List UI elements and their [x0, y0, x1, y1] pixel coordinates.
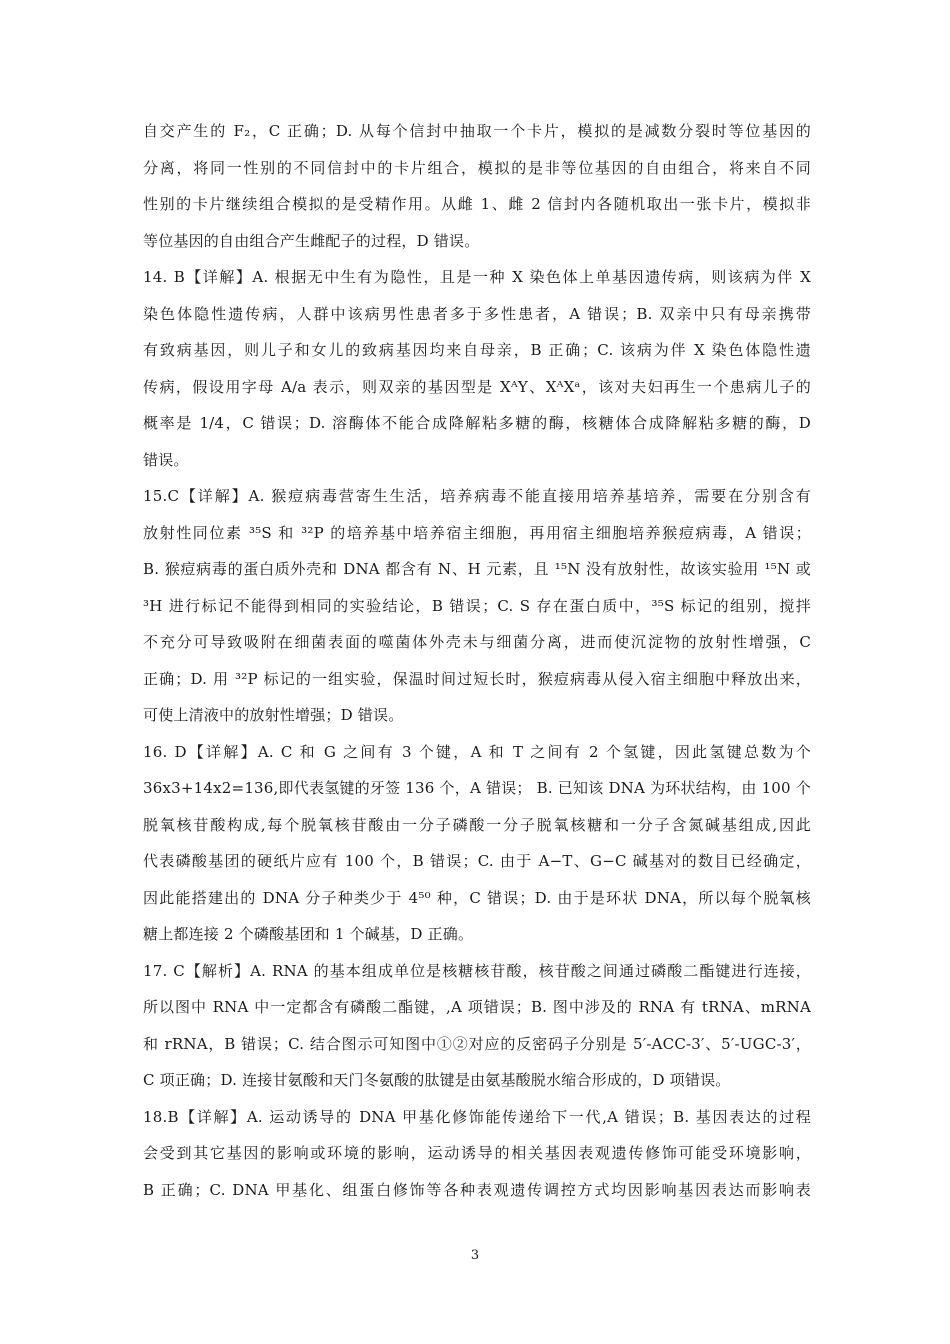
text-line: 染色体隐性遗传病，人群中该病男性患者多于多性患者，A 错误；B. 双亲中只有母亲携带: [143, 304, 811, 323]
text-line: 18.B【详解】A. 运动诱导的 DNA 甲基化修饰能传递给下一代,A 错误；B. 基因表达的过程: [143, 1107, 811, 1126]
text-line: 有致病基因，则儿子和女儿的致病基因均来自母亲，B 正确；C. 该病为伴 X 染色体隐性遗: [143, 341, 811, 359]
text-line: 17. C【解析】A. RNA 的基本组成单位是核糖核苷酸，核苷酸之间通过磷酸二酯键进行连接，: [143, 961, 811, 980]
text-line: 性别的卡片继续组合模拟的是受精作用。从雌 1、雌 2 信封内各随机取出一张卡片，模拟非: [143, 195, 811, 213]
text-line: 因此能搭建出的 DNA 分子种类少于 4⁵⁰ 种，C 错误；D. 由于是环状 DNA，所以每个脱氧核: [143, 888, 811, 907]
text-line: B. 猴痘病毒的蛋白质外壳和 DNA 都含有 N、H 元素，且 ¹⁵N 没有放射性，故该实验用 ¹⁵N 或: [143, 560, 811, 578]
page-number: 3: [470, 1248, 480, 1263]
text-line: 糖上都连接 2 个磷酸基团和 1 个碱基，D 正确。: [143, 925, 474, 943]
text-line: 15.C【详解】A. 猴痘病毒营寄生生活，培养病毒不能直接用培养基培养，需要在分别含有: [143, 487, 811, 505]
text-line: 正确；D. 用 ³²P 标记的一组实验，保温时间过短长时，猴痘病毒从侵入宿主细胞中释放出来，: [143, 669, 811, 688]
text-line: B 正确；C. DNA 甲基化、组蛋白修饰等各种表观遗传调控方式均因影响基因表达而影响表: [143, 1180, 811, 1199]
text-line: 传病，假设用字母 A/a 表示，则双亲的基因型是 XᴬY、XᴬXᵃ，该对夫妇再生一个患病儿子的: [143, 377, 811, 396]
text-line: 放射性同位素 ³⁵S 和 ³²P 的培养基中培养宿主细胞，再用宿主细胞培养猴痘病毒，A 错误；: [143, 523, 811, 542]
text-line: C 项正确；D. 连接甘氨酸和天门冬氨酸的肽键是由氨基酸脱水缩合形成的，D 项错误。: [143, 1071, 731, 1089]
text-line: 错误。: [143, 450, 189, 469]
text-line: 可使上清液中的放射性增强；D 错误。: [143, 706, 404, 724]
text-line: 代表磷酸基团的硬纸片应有 100 个，B 错误；C. 由于 A−T、G−C 碱基对的数目已经确定，: [143, 852, 811, 870]
text-line: 等位基因的自由组合产生雌配子的过程，D 错误。: [143, 231, 480, 250]
text-line: 分离，将同一性别的不同信封中的卡片组合，模拟的是非等位基因的自由组合，将来自不同: [143, 158, 811, 177]
text-line: 36x3+14x2=136,即代表氢键的牙签 136 个，A 错误； B. 已知该 DNA 为环状结构，由 100 个: [143, 779, 811, 797]
text-line: 所以图中 RNA 中一定都含有磷酸二酯键，,A 项错误；B. 图中涉及的 RNA 有 tRNA、mRNA: [143, 998, 811, 1016]
text-line: 不充分可导致吸附在细菌表面的噬菌体外壳未与细菌分离，进而使沉淀物的放射性增强，C: [143, 633, 811, 651]
document-body: [143, 113, 811, 1208]
text-line: 16. D【详解】A. C 和 G 之间有 3 个键，A 和 T 之间有 2 个氢键，因此氢键总数为个: [143, 742, 811, 761]
text-line: ³H 进行标记不能得到相同的实验结论，B 错误；C. S 存在蛋白质中，³⁵S 标记的组别，搅拌: [143, 596, 811, 615]
text-line: 概率是 1/4，C 错误；D. 溶酶体不能合成降解粘多糖的酶，核糖体合成降解粘多糖的酶，D: [143, 414, 811, 432]
text-line: 和 rRNA，B 错误；C. 结合图示可知图中①②对应的反密码子分别是 5′-ACC-3′、5′-UGC-3′，: [143, 1034, 811, 1053]
text-line: 会受到其它基因的影响或环境的影响，运动诱导的相关基因表观遗传修饰可能受环境影响，: [143, 1144, 811, 1162]
text-line: 自交产生的 F₂，C 正确；D. 从每个信封中抽取一个卡片，模拟的是减数分裂时等位基因的: [143, 122, 811, 140]
text-line: 脱氧核苷酸构成,每个脱氧核苷酸由一分子磷酸一分子脱氧核糖和一分子含氮碱基组成,因此: [143, 815, 811, 834]
text-line: 14. B【详解】A. 根据无中生有为隐性，且是一种 X 染色体上单基因遗传病，则该病为伴 X: [143, 268, 811, 286]
